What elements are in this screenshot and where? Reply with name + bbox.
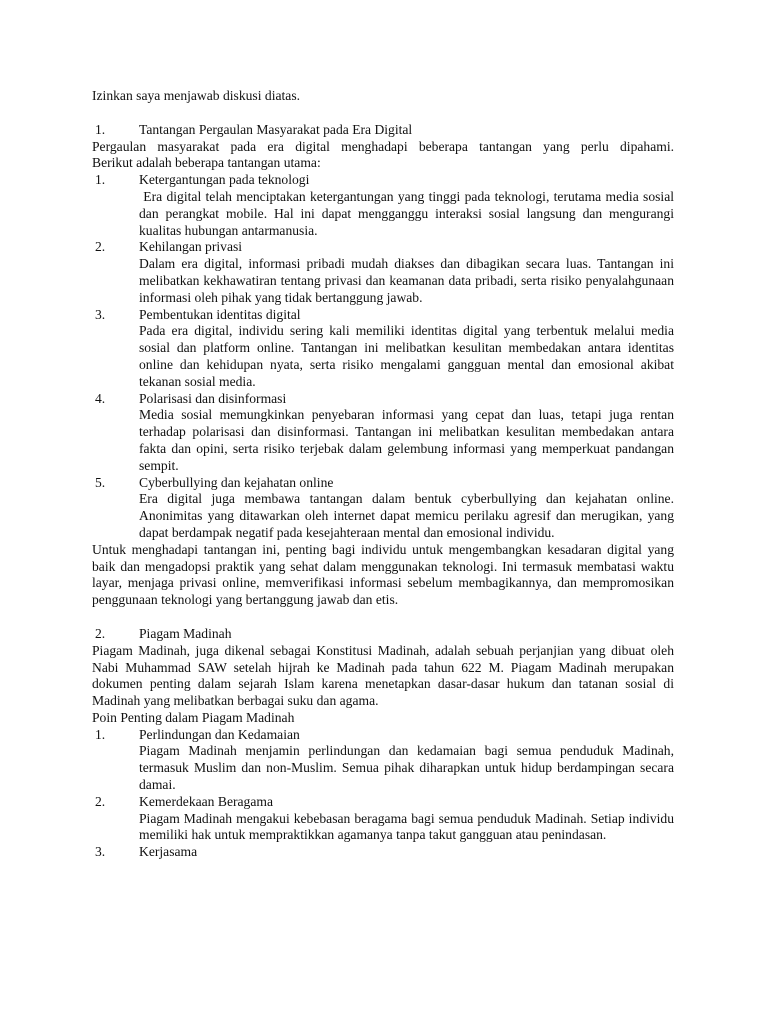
list-item-title	[95, 793, 674, 811]
section-title: Tantangan Pergaulan Masyarakat pada Era Digital	[139, 121, 413, 137]
list-item-label: Cyberbullying dan kejahatan online	[139, 474, 334, 490]
list-item-title	[95, 239, 674, 256]
list-item-label: Pembentukan identitas digital	[139, 306, 301, 322]
list-item-body: Dalam era digital, informasi pribadi mudah diakses dan dibagikan secara luas. Tantangan ini melibatkan kekhawatiran tentang privasi dan keamanan data pribadi, serta risiko penyalahgunaan informasi oleh pihak yang tidak bertanggung jawab.	[139, 256, 674, 305]
section-subheading: Poin Penting dalam Piagam Madinah	[92, 709, 295, 725]
list-item-body: Era digital juga membawa tantangan dalam bentuk cyberbullying dan kejahatan online. Anonimitas yang ditawarkan oleh internet dapat memicu perilaku agresif dan merugikan, yang dapat berdampak negatif pada kesejahteraan mental dan emosional individu.	[139, 491, 674, 540]
list-item-label: Polarisasi dan disinformasi	[139, 390, 287, 406]
document-content	[92, 88, 674, 861]
list-item-body: Media sosial memungkinkan penyebaran informasi yang cepat dan luas, tetapi juga rentan terhadap polarisasi dan disinformasi. Tantangan ini melibatkan kesulitan membedakan antara fakta dan opini, serta risiko terjebak dalam gelembung informasi yang memperkuat pandangan sempit.	[139, 407, 674, 473]
section-title: Piagam Madinah	[139, 625, 232, 641]
list-item-body: Pada era digital, individu sering kali memiliki identitas digital yang terbentuk melalui media sosial dan platform online. Tantangan ini melibatkan kesulitan membedakan antara identitas online dan kehidupan nyata, serta risiko mengalami gangguan mental dan emosional akibat tekanan sosial media.	[139, 323, 674, 389]
section-heading-1	[95, 121, 674, 139]
list-item-number: 3.	[95, 306, 106, 322]
list-item-number: 3.	[95, 844, 106, 860]
section-number: 1.	[95, 121, 106, 137]
list-item-label: Kehilangan privasi	[139, 239, 243, 255]
list-item-title	[95, 172, 674, 189]
list-item-label: Kemerdekaan Beragama	[139, 793, 273, 809]
list-item-body: Era digital telah menciptakan ketergantungan yang tinggi pada teknologi, terutama media sosial dan perangkat mobile. Hal ini dapat mengganggu interaksi sosial langsung dan mengurangi kualitas hubungan antarmanusia.	[139, 188, 674, 238]
section-conclusion: Untuk menghadapi tantangan ini, penting bagi individu untuk mengembangkan kesadaran digital yang baik dan mengadopsi praktik yang sehat dalam menggunakan teknologi. Ini termasuk membatasi waktu layar, menjaga privasi online, memverifikasi informasi sebelum membagikannya, dan mempromosikan penggunaan teknologi yang bertanggung jawab dan etis.	[92, 541, 674, 608]
list-item-label: Perlindungan dan Kedamaian	[139, 726, 300, 742]
list-item-body: Piagam Madinah menjamin perlindungan dan kedamaian bagi semua penduduk Madinah, termasuk Muslim dan non-Muslim. Semua pihak diharapkan untuk hidup berdampingan secara damai.	[139, 743, 674, 793]
list-item-number: 1.	[95, 726, 106, 742]
list-item-label: Ketergantungan pada teknologi	[139, 172, 310, 188]
section-heading-2	[95, 625, 674, 643]
list-item-title	[95, 474, 674, 492]
list-item-number: 1.	[95, 172, 106, 188]
list-item-number: 2.	[95, 793, 106, 809]
list-item-title	[95, 844, 674, 861]
section-lead: Pergaulan masyarakat pada era digital menghadapi beberapa tantangan yang perlu dipahami.	[92, 138, 674, 154]
intro-text: Izinkan saya menjawab diskusi diatas.	[92, 88, 301, 103]
list-item-title	[95, 306, 674, 324]
list-item-title	[95, 726, 674, 744]
list-item-title	[95, 390, 674, 408]
section-number: 2.	[95, 625, 106, 641]
section-lead: Piagam Madinah, juga dikenal sebagai Konstitusi Madinah, adalah sebuah perjanjian yang dibuat oleh Nabi Muhammad SAW setelah hijrah ke Madinah pada tahun 622 M. Piagam Madinah merupakan dokumen penting dalam sejarah Islam karena menetapkan dasar-dasar hukum dan tatanan sosial di Madinah yang melibatkan berbagai suku dan agama.	[92, 642, 674, 709]
list-item-number: 5.	[95, 474, 106, 490]
list-item-number: 4.	[95, 390, 106, 406]
list-item-number: 2.	[95, 239, 106, 255]
section-lead: Berikut adalah beberapa tantangan utama:	[92, 155, 321, 171]
list-item-body: Piagam Madinah mengakui kebebasan beragama bagi semua penduduk Madinah. Setiap individu memiliki hak untuk mempraktikkan agamanya tanpa takut gangguan atau penindasan.	[139, 810, 674, 843]
list-item-label: Kerjasama	[139, 844, 198, 860]
